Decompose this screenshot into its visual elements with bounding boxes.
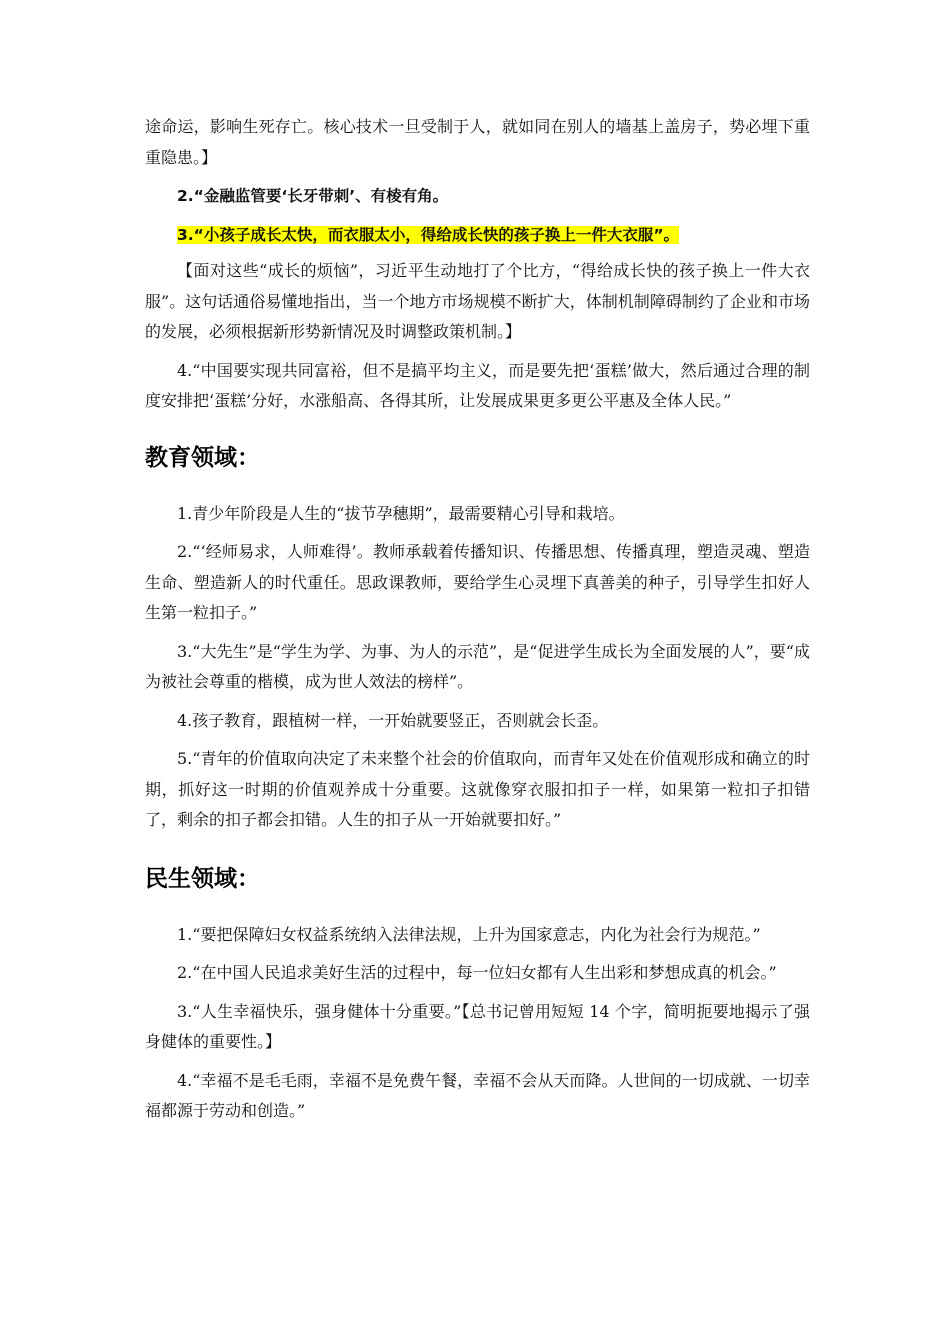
intro-continued: 途命运，影响生死存亡。核心技术一旦受制于人，就如同在别人的墙基上盖房子，势必埋下重重隐患。】	[145, 117, 810, 167]
education-item-3: 3.“大先生”是“学生为学、为事、为人的示范”，是“促进学生成长为全面发展的人”，要“成为被社会尊重的楷模，成为世人效法的榜样”。	[145, 641, 810, 691]
economy-item-4: 4.“中国要实现共同富裕，但不是搞平均主义，而是要先把‘蛋糕’做大，然后通过合理的制度安排把‘蛋糕’分好，水涨船高、各得其所，让发展成果更多更公平惠及全体人民。”	[145, 360, 810, 410]
livelihood-item-4: 4.“幸福不是毛毛雨，幸福不是免费午餐，幸福不会从天而降。人世间的一切成就、一切幸福都源于劳动和创造。”	[145, 1070, 810, 1120]
document-page	[145, 112, 810, 1127]
education-heading: 教育领域：	[145, 444, 260, 471]
economy-item-3-highlighted: 3.“小孩子成长太快，而衣服太小，得给成长快的孩子换上一件大衣服”。	[177, 225, 680, 244]
education-item-4: 4.孩子教育，跟植树一样，一开始就要竖正，否则就会长歪。	[177, 710, 609, 730]
education-item-5: 5.“青年的价值取向决定了未来整个社会的价值取向，而青年又处在价值观形成和确立的时期，抓好这一时期的价值观养成十分重要。这就像穿衣服扣扣子一样，如果第一粒扣子扣错了，剩余的扣子都会扣错。人生的扣子从一开始就要扣好。”	[145, 749, 810, 829]
livelihood-heading: 民生领域：	[145, 865, 260, 892]
education-item-2: 2.“‘经师易求，人师难得’。教师承载着传播知识、传播思想、传播真理，塑造灵魂、塑造生命、塑造新人的时代重任。思政课教师，要给学生心灵埋下真善美的种子，引导学生扣好人生第一粒扣子。”	[145, 542, 810, 622]
education-item-1: 1.青少年阶段是人生的“拔节孕穗期”，最需要精心引导和栽培。	[177, 503, 625, 523]
livelihood-item-1: 1.“要把保障妇女权益系统纳入法律法规，上升为国家意志，内化为社会行为规范。”	[177, 924, 761, 944]
economy-item-3-note: 【面对这些“成长的烦恼”，习近平生动地打了个比方，“得给成长快的孩子换上一件大衣服”。这句话通俗易懂地指出，当一个地方市场规模不断扩大，体制机制障碍制约了企业和市场的发展，必须根据新形势新情况及时调整政策机制。】	[145, 261, 810, 341]
economy-item-2: 2.“金融监管要‘长牙带刺’、有棱有角。	[177, 187, 449, 205]
livelihood-item-2: 2.“在中国人民追求美好生活的过程中，每一位妇女都有人生出彩和梦想成真的机会。”	[177, 963, 777, 982]
livelihood-item-3: 3.“人生幸福快乐，强身健体十分重要。”【总书记曾用短短 14 个字，简明扼要地揭示了强身健体的重要性。】	[145, 1001, 810, 1051]
